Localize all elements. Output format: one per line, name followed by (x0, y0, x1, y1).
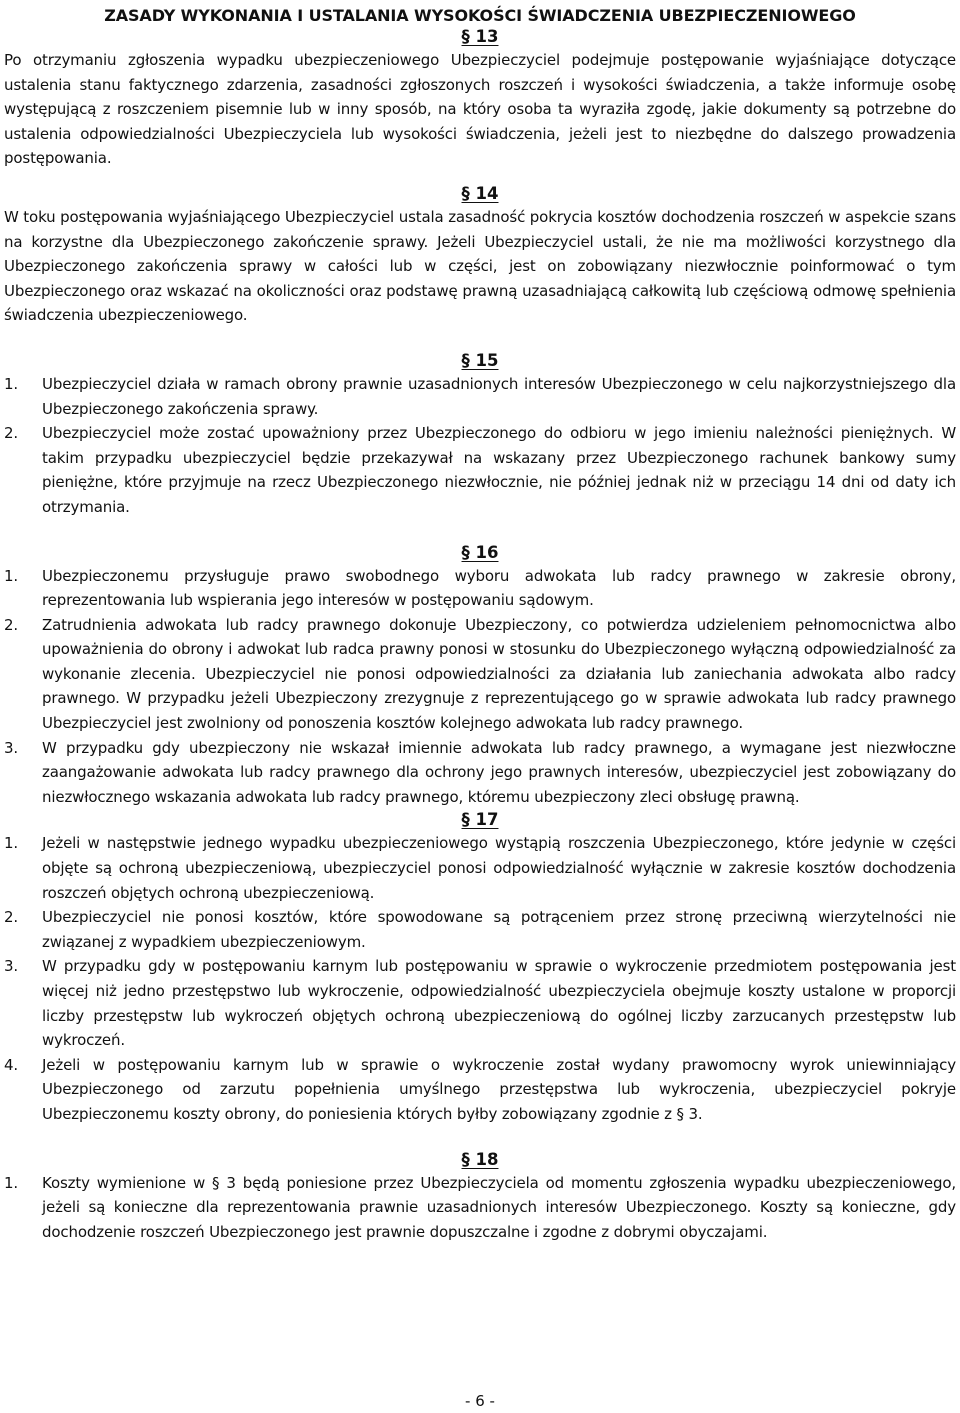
list-item (4, 954, 956, 1052)
spacer (4, 1127, 956, 1149)
list-item-number: 1. (4, 1173, 19, 1192)
spacer (4, 328, 956, 350)
section-paragraph: W toku postępowania wyjaśniającego Ubezpieczyciel ustala zasadność pokrycia kosztów dochodzenia roszczeń w aspekcie szans na korzystne dla Ubezpieczonego zakończenie sprawy. Jeżeli Ubezpieczyciel ustali, że nie ma możliwości korzystnego dla Ubezpieczonego zakończenia sprawy w całości lub w części, jest on zobowiązany niezwłocznie poinformować o tym Ubezpieczonego oraz wskazać na okoliczności oraz podstawę prawną uzasadniającą całkowitą lub częściową odmowę spełnienia świadczenia ubezpieczeniowego. (4, 207, 956, 325)
section-18 (4, 1149, 956, 1245)
section-17 (4, 809, 956, 1126)
list-item-text: Jeżeli w postępowaniu karnym lub w sprawie o wykroczenie został wydany prawomocny wyrok uniewinniający Ubezpieczonego od zarzutu popełnienia umyślnego przestępstwa lub wykroczenia, ubezpieczyciel pokryje Ubezpieczonemu koszty obrony, do poniesienia których byłby zobowiązany zgodnie z § 3. (42, 1055, 956, 1123)
list-item-text: W przypadku gdy w postępowaniu karnym lub postępowaniu w sprawie o wykroczenie przedmiotem postępowania jest więcej niż jedno przestępstwo lub wykroczenie, odpowiedzialność ubezpieczyciela obejmuje koszty ustalone w proporcji liczby przestępstw lub wykroczeń objętych ochroną ubezpieczeniową do ogólnej liczby zarzucanych przestępstw lub wykroczeń. (42, 957, 956, 1050)
section-16 (4, 542, 956, 810)
section-heading: § 14 (461, 183, 499, 203)
numbered-list (4, 831, 956, 1126)
list-item-text: Ubezpieczyciel może zostać upoważniony przez Ubezpieczonego do odbioru w jego imieniu należności pieniężnych. W takim przypadku ubezpieczyciel będzie przekazywał na wskazany przez Ubezpieczonego rachunek bankowy sumy pieniężne, które przyjmuje na rzecz Ubezpieczonego niezwłocznie, nie później jednak niż w przeciągu 14 dni od daty ich otrzymania. (42, 424, 956, 516)
list-item-number: 1. (4, 374, 19, 393)
section-heading: § 15 (461, 350, 499, 370)
list-item (4, 736, 956, 810)
section-13 (4, 26, 956, 171)
list-item-text: W przypadku gdy ubezpieczony nie wskazał imiennie adwokata lub radcy prawnego, a wymagane jest niezwłoczne zaangażowanie adwokata lub radcy prawnego dla ochrony jego prawnych interesów, ubezpieczyciel jest zobowiązany do niezwłocznego wskazania adwokata lub radcy prawnego, któremu ubezpieczony zleci obsługę prawną. (42, 738, 956, 806)
section-heading: § 16 (461, 542, 499, 562)
page-number: - 6 - (465, 1392, 495, 1410)
list-item-number: 2. (4, 615, 19, 634)
list-item-number: 3. (4, 738, 19, 757)
list-item (4, 564, 956, 613)
list-item-text: Zatrudnienia adwokata lub radcy prawnego dokonuje Ubezpieczony, co potwierdza udzieleniem pełnomocnictwa albo upoważnienia do obrony i adwokat lub radca prawny ponosi w stosunku do Ubezpieczonego wyłączną odpowiedzialność za wykonanie zlecenia. Ubezpieczyciel nie ponosi odpowiedzialności za działania lub zaniechania adwokata albo radcy prawnego. W przypadku jeżeli Ubezpieczony zrezygnuje z reprezentującego go w sprawie adwokata lub radcy prawnego Ubezpieczyciel jest zwolniony od ponoszenia kosztów kolejnego adwokata lub radcy prawnego. (42, 615, 956, 733)
list-item-number: 2. (4, 424, 19, 443)
list-item-number: 3. (4, 957, 19, 976)
spacer (4, 171, 956, 183)
list-item-number: 2. (4, 908, 19, 927)
numbered-list (4, 1171, 956, 1245)
list-item (4, 831, 956, 905)
section-heading: § 17 (461, 810, 499, 830)
section-14 (4, 183, 956, 328)
list-item-text: Jeżeli w następstwie jednego wypadku ubezpieczeniowego wystąpią roszczenia Ubezpieczonego, które jedynie w części objęte są ochroną ubezpieczeniową, ubezpieczyciel ponosi odpowiedzialność wyłącznie w zakresie kosztów dochodzenia roszczeń objętych ochroną ubezpieczeniową. (42, 834, 956, 902)
list-item (4, 421, 956, 519)
section-15 (4, 350, 956, 520)
list-item (4, 905, 956, 954)
section-heading: § 13 (461, 27, 499, 46)
numbered-list (4, 372, 956, 520)
list-item-number: 4. (4, 1055, 19, 1074)
section-paragraph: Po otrzymaniu zgłoszenia wypadku ubezpieczeniowego Ubezpieczyciel podejmuje postępowanie wyjaśniające dotyczące ustalenia stanu faktycznego zdarzenia, zasadności zgłoszonych roszczeń i wysokości świadczenia, a także informuje osobę występującą z roszczeniem pisemnie lub w inny sposób, na który osoba ta wyraziła zgodę, jakie dokumenty są potrzebne do ustalenia odpowiedzialności Ubezpieczyciela lub wysokości świadczenia, jeżeli jest to niezbędne do dalszego prowadzenia postępowania. (4, 51, 956, 168)
document-title: ZASADY WYKONANIA I USTALANIA WYSOKOŚCI ŚWIADCZENIA UBEZPIECZENIOWEGO (104, 6, 856, 25)
list-item (4, 1053, 956, 1127)
list-item-number: 1. (4, 566, 19, 585)
list-item-text: Ubezpieczyciel nie ponosi kosztów, które spowodowane są potrąceniem przez stronę przeciwną wierzytelności nie związanej z wypadkiem ubezpieczeniowym. (42, 908, 956, 951)
list-item-number: 1. (4, 834, 19, 853)
list-item-text: Ubezpieczonemu przysługuje prawo swobodnego wyboru adwokata lub radcy prawnego w zakresie obrony, reprezentowania lub wspierania jego interesów w postępowaniu sądowym. (42, 566, 956, 610)
list-item-text: Ubezpieczyciel działa w ramach obrony prawnie uzasadnionych interesów Ubezpieczonego w celu najkorzystniejszego dla Ubezpieczonego zakończenia sprawy. (42, 374, 956, 418)
list-item-text: Koszty wymienione w § 3 będą poniesione przez Ubezpieczyciela od momentu zgłoszenia wypadku ubezpieczeniowego, jeżeli są konieczne dla reprezentowania prawnie uzasadnionych interesów Ubezpieczonego. Koszty są konieczne, gdy dochodzenie roszczeń Ubezpieczonego jest prawnie dopuszczalne i zgodne z dobrymi obyczajami. (42, 1173, 956, 1241)
list-item (4, 372, 956, 421)
section-heading: § 18 (461, 1149, 499, 1169)
spacer (4, 520, 956, 542)
list-item (4, 613, 956, 736)
list-item (4, 1171, 956, 1245)
numbered-list (4, 564, 956, 810)
